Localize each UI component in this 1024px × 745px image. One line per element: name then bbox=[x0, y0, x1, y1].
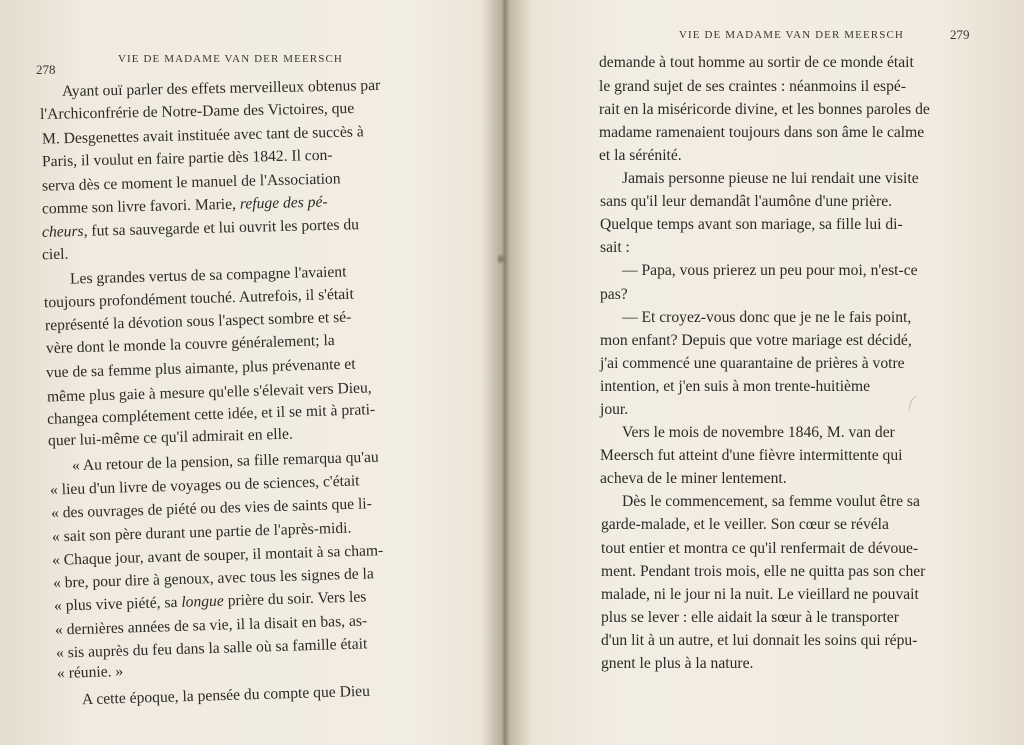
text-line: « dernières années de sa vie, il la disait en bas, as- bbox=[54, 612, 368, 639]
text-line: A cette époque, la pensée du compte que Dieu bbox=[81, 682, 371, 709]
left-page bbox=[0, 0, 505, 745]
text-line: garde-malade, et le veiller. Son cœur se révéla bbox=[601, 516, 889, 533]
text-line: l'Archiconfrérie de Notre-Dame des Victoires, que bbox=[39, 99, 355, 124]
text-line: sans qu'il leur demandât l'aumône d'une prière. bbox=[600, 193, 893, 210]
text-line: ciel. bbox=[41, 245, 69, 264]
text-line: Dès le commencement, sa femme voulut être sa bbox=[622, 493, 920, 510]
text-line: d'un lit à un autre, et lui donnait les soins qui répu- bbox=[601, 632, 918, 649]
text-line: intention, et j'en suis à mon trente-huitième bbox=[600, 378, 871, 395]
text-line: « Chaque jour, avant de souper, il montait à sa cham- bbox=[51, 542, 384, 569]
text-run: comme son livre favori. Marie, bbox=[41, 195, 237, 218]
text-line: « des ouvrages de piété ou des vies de saints que li- bbox=[50, 495, 373, 522]
text-line: Ayant ouï parler des effets merveilleux obtenus par bbox=[61, 76, 381, 101]
spine-stain bbox=[497, 252, 505, 266]
text-line: vue de sa femme plus aimante, plus prévenante et bbox=[45, 355, 356, 382]
text-line: rait en la miséricorde divine, et les bonnes paroles de bbox=[599, 101, 930, 118]
page-number-right: 279 bbox=[950, 27, 970, 42]
text-run: prière du soir. Vers les bbox=[227, 588, 367, 610]
page-number-left: 278 bbox=[36, 62, 56, 77]
text-line: jour. bbox=[600, 401, 629, 418]
text-line: M. Desgenettes avait instituée avec tant de succès à bbox=[41, 123, 364, 148]
text-line: madame ramenaient toujours dans son âme le calme bbox=[599, 124, 925, 141]
text-line: « sait son père durant une partie de l'après-midi. bbox=[51, 519, 352, 546]
text-line: toujours profondément touché. Autrefois, il s'était bbox=[43, 285, 355, 312]
running-head-left: VIE DE MADAME VAN DER MEERSCH bbox=[118, 53, 343, 65]
italic-phrase: cheurs, bbox=[41, 222, 88, 241]
italic-phrase: refuge des pé- bbox=[239, 193, 328, 213]
text-line: demande à tout homme au sortir de ce monde était bbox=[599, 54, 914, 71]
text-line bbox=[42, 216, 359, 242]
text-line: gnent le plus à la nature. bbox=[601, 655, 754, 672]
text-line: le grand sujet de ses craintes : néanmoins il espé- bbox=[599, 78, 907, 95]
text-line bbox=[42, 194, 328, 219]
text-line: sait : bbox=[600, 239, 630, 256]
text-line: changea complétement cette idée, et il se mit à prati- bbox=[46, 401, 376, 428]
text-line: serva dès ce moment le manuel de l'Association bbox=[41, 170, 341, 195]
text-line: plus se lever : elle aidait la sœur à le transporter bbox=[601, 609, 899, 626]
text-run: fut sa sauvegarde et lui ouvrit les portes du bbox=[91, 216, 360, 240]
text-line: Meersch fut atteint d'une fièvre intermittente qui bbox=[600, 447, 903, 464]
text-line: « sis auprès du feu dans la salle où sa famille était bbox=[55, 635, 368, 662]
text-line: représenté la dévotion sous l'aspect sombre et sé- bbox=[44, 308, 352, 335]
text-line: vère dont le monde la couvre généralement; la bbox=[45, 331, 335, 358]
text-line: acheva de le miner lentement. bbox=[600, 470, 787, 487]
text-line: « lieu d'un livre de voyages ou de sciences, c'était bbox=[49, 472, 360, 499]
text-line: — Et croyez-vous donc que je ne le fais point, bbox=[622, 309, 912, 326]
text-line: pas? bbox=[600, 286, 628, 303]
text-line: ment. Pendant trois mois, elle ne quitta pas son cher bbox=[601, 563, 926, 580]
text-line: « Au retour de la pension, sa fille remarqua qu'au bbox=[71, 448, 379, 475]
running-head-right: VIE DE MADAME VAN DER MEERSCH bbox=[679, 29, 904, 41]
italic-phrase: longue bbox=[181, 592, 225, 611]
text-line: même plus gaie à mesure qu'elle s'élevait vers Dieu, bbox=[46, 379, 372, 406]
text-line: Vers le mois de novembre 1846, M. van der bbox=[622, 424, 895, 441]
text-line bbox=[54, 588, 367, 615]
text-line: et la sérénité. bbox=[599, 147, 682, 164]
text-line: Les grandes vertus de sa compagne l'avaient bbox=[69, 263, 347, 288]
text-line: « réunie. » bbox=[56, 663, 124, 682]
text-line: Jamais personne pieuse ne lui rendait une visite bbox=[622, 170, 919, 187]
text-line: « bre, pour dire à genoux, avec tous les signes de la bbox=[52, 565, 375, 592]
text-run: « plus vive piété, sa bbox=[53, 593, 178, 615]
text-line: malade, ni le jour ni la nuit. Le vieillard ne pouvait bbox=[601, 586, 919, 603]
text-line: mon enfant? Depuis que votre mariage est décidé, bbox=[600, 332, 912, 349]
text-line: — Papa, vous prierez un peu pour moi, n'est-ce bbox=[622, 262, 918, 279]
right-page bbox=[507, 0, 1024, 745]
text-line: Paris, il voulut en faire partie dès 1842. Il con- bbox=[41, 146, 333, 171]
text-line: tout entier et montra ce qu'il renfermait de dévoue- bbox=[601, 540, 919, 557]
text-line: quer lui-même ce qu'il admirait en elle. bbox=[47, 425, 294, 450]
text-line: j'ai commencé une quarantaine de prières à votre bbox=[600, 355, 905, 372]
text-line: Quelque temps avant son mariage, sa fille lui di- bbox=[600, 216, 903, 233]
